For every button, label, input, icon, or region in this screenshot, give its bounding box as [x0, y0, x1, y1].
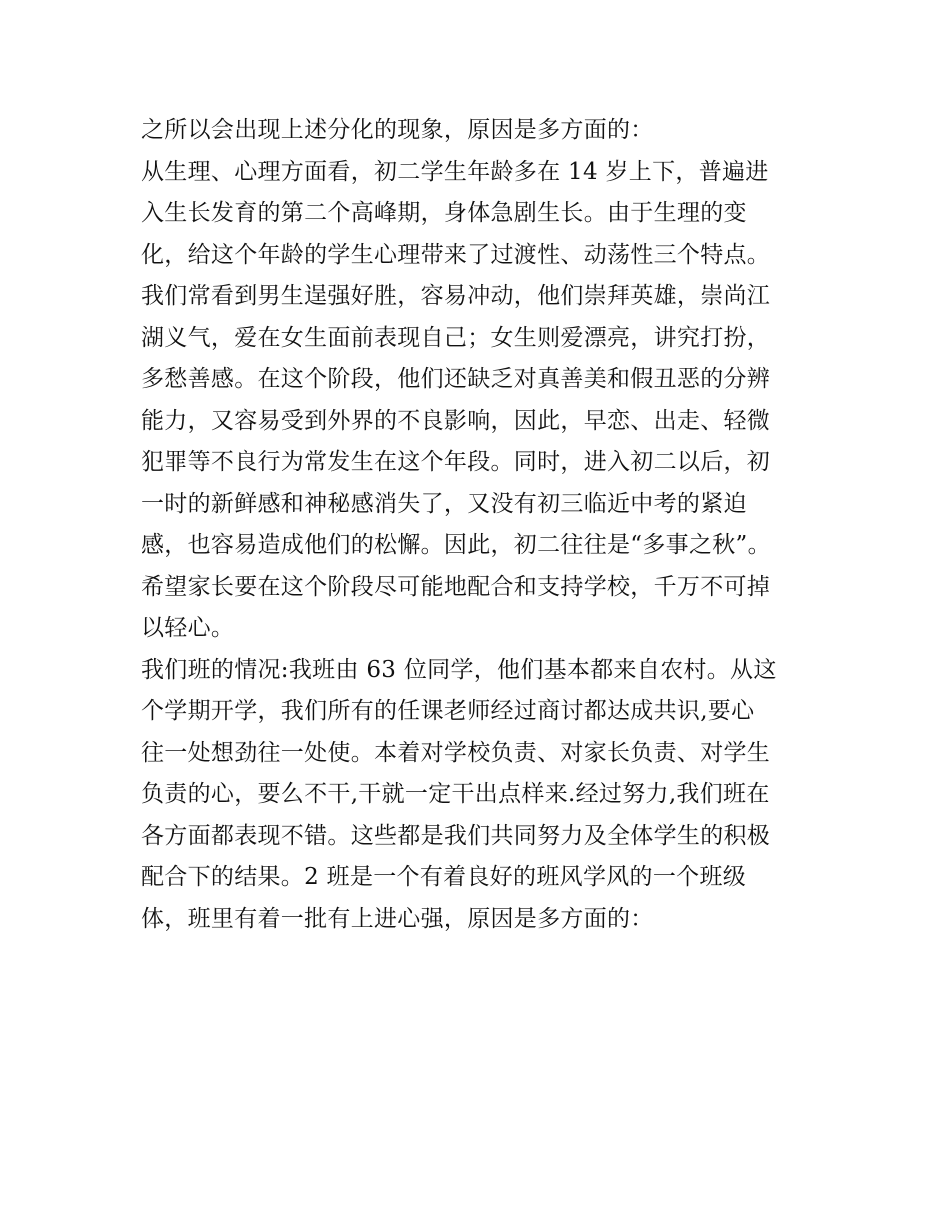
text-line: 感，也容易造成他们的松懈。因此，初二往往是“多事之秋”。 [141, 532, 771, 558]
text-line: 犯罪等不良行为常发生在这个年段。同时，进入初二以后，初 [141, 449, 771, 475]
text-line: 一时的新鲜感和神秘感消失了，又没有初三临近中考的紧迫 [141, 490, 747, 517]
document-body [141, 110, 841, 940]
text-line: 体，班里有着一批有上进心强，原因是多方面的： [141, 905, 654, 932]
text-line: 能力，又容易受到外界的不良影响，因此，早恋、出走、轻微 [141, 407, 771, 434]
text-line: 希望家长要在这个阶段尽可能地配合和支持学校，千万不可掉 [141, 573, 771, 600]
text-line: 化，给这个年龄的学生心理带来了过渡性、动荡性三个特点。 [141, 241, 771, 268]
text-line: 我们班的情况:我班由 63 位同学，他们基本都来自农村。从这 [141, 656, 777, 683]
text-line: 往一处想劲往一处使。本着对学校负责、对家长负责、对学生 [141, 739, 771, 766]
text-line: 之所以会出现上述分化的现象，原因是多方面的： [141, 117, 654, 143]
text-line: 湖义气，爱在女生面前表现自己；女生则爱漂亮，讲究打扮， [141, 324, 771, 351]
text-line: 各方面都表现不错。这些都是我们共同努力及全体学生的积极 [141, 822, 771, 849]
text-line: 以轻心。 [141, 615, 235, 641]
text-line: 负责的心，要么不干,干就一定干出点样来.经过努力,我们班在 [141, 781, 770, 807]
text-line: 个学期开学，我们所有的任课老师经过商讨都达成共识,要心 [141, 698, 755, 724]
text-line: 从生理、心理方面看，初二学生年龄多在 14 岁上下，普遍进 [141, 158, 769, 185]
text-line: 配合下的结果。2 班是一个有着良好的班风学风的一个班级 [141, 864, 747, 890]
text-line: 入生长发育的第二个高峰期，身体急剧生长。由于生理的变 [141, 200, 747, 226]
text-line: 我们常看到男生逞强好胜，容易冲动，他们崇拜英雄，崇尚江 [141, 283, 771, 309]
text-line: 多愁善感。在这个阶段，他们还缺乏对真善美和假丑恶的分辨 [141, 366, 771, 392]
